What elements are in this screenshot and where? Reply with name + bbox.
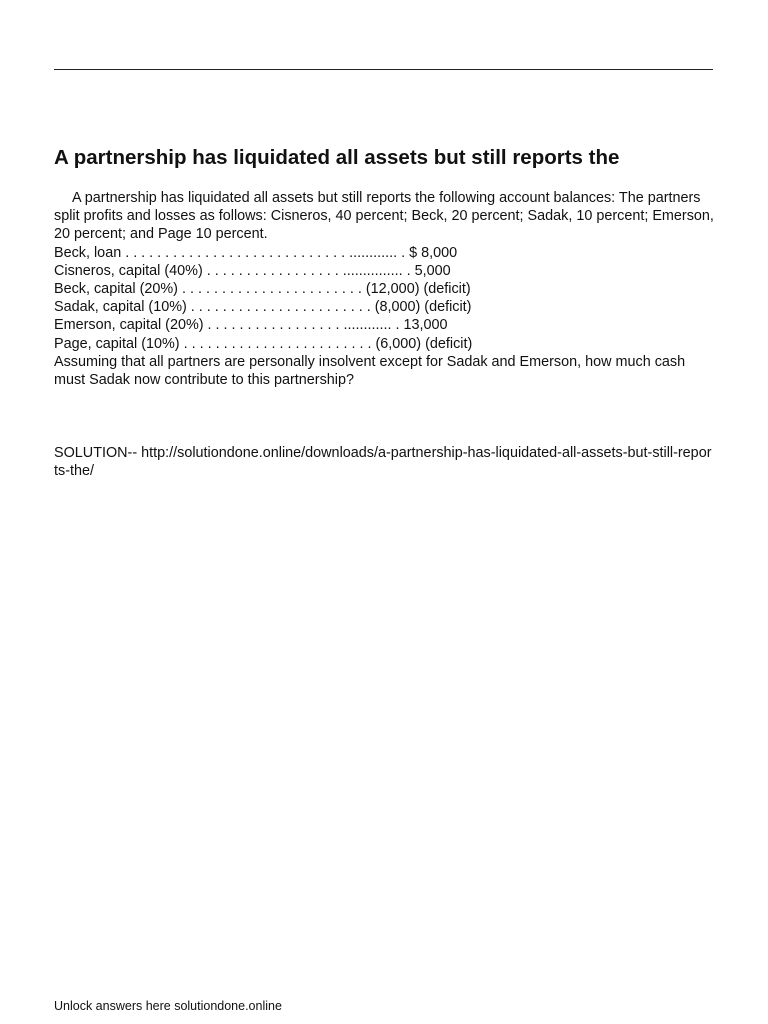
document-body [54,189,714,389]
ledger-line-beck-loan: Beck, loan . . . . . . . . . . . . . . . . . . . . . . . . . . . . ............ . $ 8,000 [54,244,458,261]
solution-link[interactable]: SOLUTION-- http://solutiondone.online/downloads/a-partnership-has-liquidated-all-assets-but-still-reports-the/ [54,445,712,480]
ledger-line-emerson-capital: Emerson, capital (20%) . . . . . . . . . . . . . . . . . ............ . 13,000 [54,317,448,334]
footer-unlock-text: Unlock answers here solutiondone.online [54,999,282,1013]
ledger-line-page-capital: Page, capital (10%) . . . . . . . . . . . . . . . . . . . . . . . . (6,000) (deficit) [54,335,473,352]
ledger-line-beck-capital: Beck, capital (20%) . . . . . . . . . . . . . . . . . . . . . . . (12,000) (deficit) [54,281,471,298]
question-paragraph: Assuming that all partners are personally insolvent except for Sadak and Emerson, how much cash must Sadak now contribute to this partnership? [54,353,686,389]
document-title: A partnership has liquidated all assets but still reports the [54,146,620,169]
ledger-line-sadak-capital: Sadak, capital (10%) . . . . . . . . . . . . . . . . . . . . . . . (8,000) (deficit) [54,299,472,316]
top-divider [54,69,713,70]
ledger-line-cisneros-capital: Cisneros, capital (40%) . . . . . . . . . . . . . . . . . ............... . 5,000 [54,262,451,279]
account-balances-list [54,244,714,353]
intro-paragraph: A partnership has liquidated all assets but still reports the following account balances: The partners split profits and losses as follows: Cisneros, 40 percent; Beck, 20 percent; Sadak, 10 percent; Emerson, 20 percent; and Page 10 percent. [54,190,714,243]
